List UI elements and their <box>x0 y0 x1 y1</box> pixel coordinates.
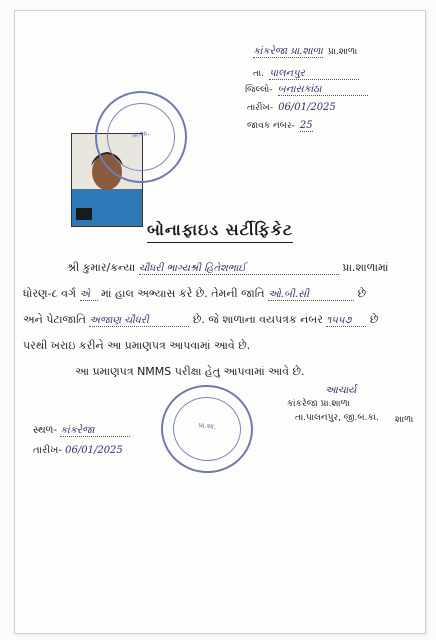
register-number-handwritten: ૧૫૫૭ <box>326 315 366 327</box>
place-handwritten: કાંકરેજા <box>60 425 130 437</box>
caste-handwritten: ઓ.બી.સી <box>268 289 354 301</box>
stamp-top-label: પ્રા.શા. <box>131 128 150 140</box>
outward-number-handwritten: 25 <box>299 120 313 131</box>
place-label: સ્થળ- <box>33 425 58 436</box>
class-handwritten: એ <box>80 289 98 301</box>
school-stamp-bottom <box>157 380 258 477</box>
line2-end: છે <box>357 287 367 300</box>
signature-taluka-line: તા.પાલનપુર, જી.બ.કાં. <box>295 413 379 423</box>
line2-caste-label: માં હાલ અભ્યાસ કરે છે. તેમની જાતિ <box>101 287 265 300</box>
header-date-handwritten: 06/01/2025 <box>278 102 336 113</box>
header-date-line <box>247 95 336 114</box>
header-school-line <box>253 39 357 58</box>
body-line-2 <box>23 287 366 301</box>
header-outward-line <box>247 113 313 132</box>
district-handwritten: બનાસકાંઠા <box>278 84 368 96</box>
school-name-handwritten: કાંકરેજા પ્રા.શાળા <box>253 46 323 57</box>
stamp-bottom-label: પ્રા.શા. <box>197 421 217 432</box>
taluka-handwritten: પાલનપુર <box>269 68 359 80</box>
line3-register-label: છે. જે શાળાના વયપત્રક નંબર <box>192 313 323 326</box>
line2-class-label: ધોરણ-૮ વર્ગ <box>23 287 77 300</box>
body-line-3 <box>23 313 378 327</box>
district-label: જિલ્લો- <box>245 85 273 95</box>
student-name-handwritten: ચૌધરી ભાગ્યશ્રી હિતેશભાઈ <box>139 263 339 275</box>
line3-subcaste-label: અને પેટાજાતિ <box>23 313 86 326</box>
signature-school-line: કાંકરેજા પ્રા.શાળા <box>287 399 350 409</box>
line1-suffix: પ્રા.શાળામાં <box>342 261 389 274</box>
line1-prefix: શ્રી કુમાર/કન્યા <box>67 261 136 274</box>
body-line-4: પરથી ખરાઇ કરીને આ પ્રમાણપત્ર આપવામાં આવે છે. <box>23 339 251 352</box>
header-district-line <box>245 77 368 96</box>
taluka-label: તા. <box>253 69 265 79</box>
certificate-title: બોનાફાઇડ સર્ટીફિકેટ <box>147 220 293 243</box>
footer-place-line <box>33 425 130 437</box>
header-date-label: તારીખ- <box>247 103 274 113</box>
subcaste-handwritten: અજાણ ચૌધરી <box>89 315 189 327</box>
principal-title: આચાર્ય <box>325 385 357 396</box>
body-line-1 <box>67 261 388 275</box>
outward-label: જાવક નંબર- <box>247 121 295 131</box>
signature-suffix: શાળા <box>395 415 414 425</box>
school-suffix: પ્રા.શાળા <box>327 47 358 57</box>
body-line-5: આ પ્રમાણપત્ર NMMS પરીક્ષા હેતુ આપવામાં આવે છે. <box>75 365 305 378</box>
line3-end: છે <box>369 313 379 326</box>
footer-date-label: તારીખ- <box>33 445 62 456</box>
certificate-sheet <box>14 10 426 634</box>
footer-date-handwritten: 06/01/2025 <box>65 445 123 456</box>
footer-date-line <box>33 445 123 456</box>
